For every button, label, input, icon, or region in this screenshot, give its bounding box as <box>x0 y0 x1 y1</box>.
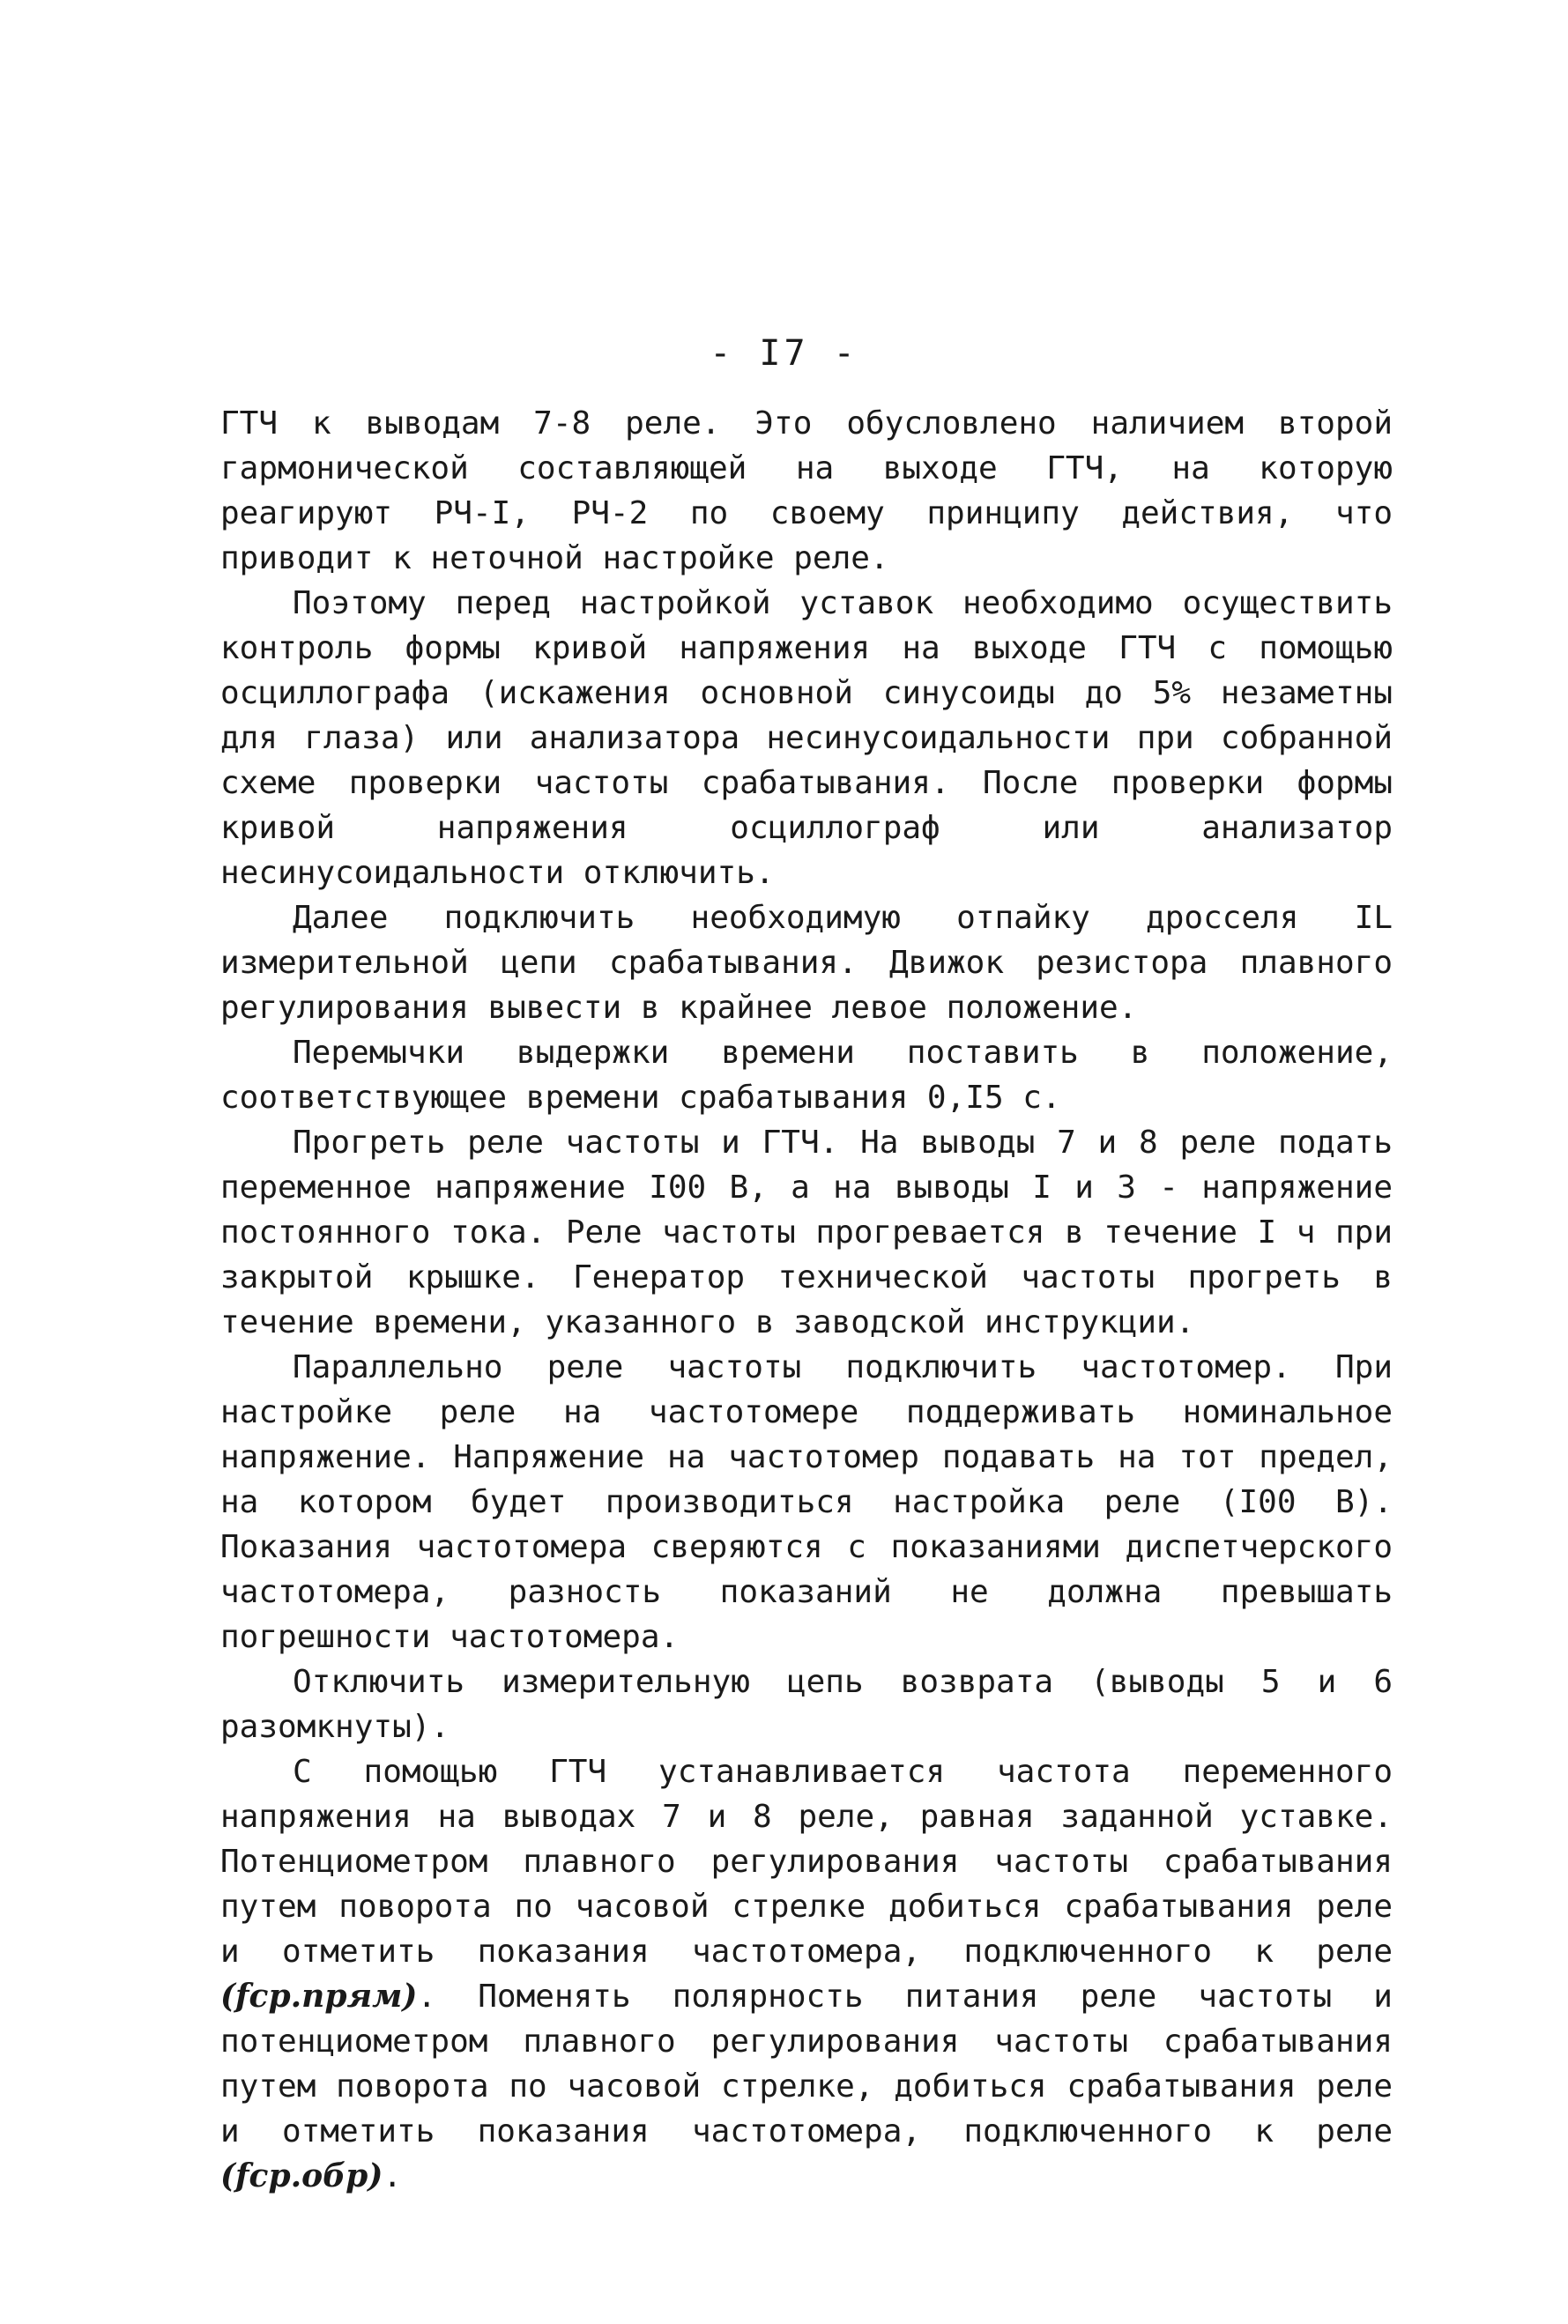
paragraph: Далее подключить необходимую отпайку дросселя IL измерительной цепи срабатывания. Движок резистора плавного регулирования вывести в крайнее левое положение. <box>220 900 1393 1026</box>
paragraph: С помощью ГТЧ устанавливается частота переменного напряжения на выводах 7 и 8 реле, равная заданной уставке. Потенциометром плавного регулирования частоты срабатывания путем поворота по часовой стрелке добиться срабатывания реле и отметить показания частотомера, подключенного к реле (fср.прям). Поменять полярность питания реле частоты и потенциометром плавного регулирования частоты срабатывания путем поворота по часовой стрелке, добиться срабатывания реле и отметить показания частотомера, подключенного к реле (fср.обр). <box>220 1754 1393 2194</box>
paragraph-text: С помощью ГТЧ устанавливается частота переменного напряжения на выводах 7 и 8 реле, равная заданной уставке. Потенциометром плавного регулирования частоты срабатывания путем поворота по часовой стрелке добиться срабатывания реле и отметить показания частотомера, подключенного к реле <box>220 1754 1393 1970</box>
paragraph: Перемычки выдержки времени поставить в положение, соответствующее времени срабатывания 0,I5 с. <box>220 1035 1393 1116</box>
paragraph: Отключить измерительную цепь возврата (выводы 5 и 6 разомкнуты). <box>220 1664 1393 1745</box>
body-text <box>220 401 1393 2199</box>
page-number: - I7 - <box>710 333 858 374</box>
paragraph-text: Поменять полярность питания реле частоты и потенциометром плавного регулирования частоты срабатывания путем поворота по часовой стрелке, добиться срабатывания реле и отметить показания частотомера, подключенного к реле <box>220 1979 1393 2150</box>
paragraph: Параллельно реле частоты подключить частотомер. При настройке реле на частотомере поддерживать номинальное напряжение. Напряжение на частотомер подавать на тот предел, на котором будет производиться настройка реле (I00 В). Показания частотомера сверяются с показаниями диспетчерского частотомера, разность показаний не должна превышать погрешности частотомера. <box>220 1349 1393 1655</box>
paragraph: Прогреть реле частоты и ГТЧ. На выводы 7 и 8 реле подать переменное напряжение I00 В, а на выводы I и 3 - напряжение постоянного тока. Реле частоты прогревается в течение I ч при закрытой крышке. Генератор технической частоты прогреть в течение времени, указанного в заводской инструкции. <box>220 1125 1393 1340</box>
formula-frequency-reverse: (fср.обр) <box>220 2157 383 2194</box>
paragraph: ГТЧ к выводам 7-8 реле. Это обусловлено наличием второй гармонической составляющей на выходе ГТЧ, на которую реагируют РЧ-I, РЧ-2 по своему принципу действия, что приводит к неточной настройке реле. <box>220 405 1393 576</box>
paragraph: Поэтому перед настройкой уставок необходимо осуществить контроль формы кривой напряжения на выходе ГТЧ с помощью осциллографа (искажения основной синусоиды до 5% незаметны для глаза) или анализатора несинусоидальности при собранной схеме проверки частоты срабатывания. После проверки формы кривой напряжения осциллограф или анализатор несинусоидальности отключить. <box>220 585 1393 891</box>
formula-frequency-direct: (fср.прям) <box>220 1978 418 2015</box>
